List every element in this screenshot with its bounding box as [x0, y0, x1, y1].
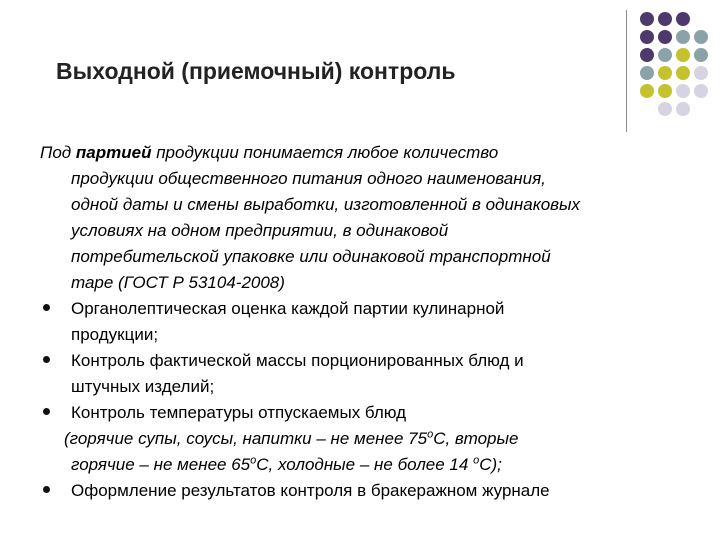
slide-title: Выходной (приемочный) контроль — [56, 58, 456, 84]
bullet-item — [40, 400, 700, 426]
temperature-text: С, вторые — [433, 429, 519, 448]
definition-line: продукции общественного питания одного наименования, — [71, 169, 546, 188]
dot-teal — [658, 48, 672, 62]
bullet-text: Контроль температуры отпускаемых блюд — [71, 403, 407, 422]
dot-teal — [676, 30, 690, 44]
dot-teal — [694, 30, 708, 44]
temperature-text: С, холодные – не более 14 — [256, 455, 474, 474]
bullet-item — [40, 296, 700, 322]
dot-olive — [676, 48, 690, 62]
temperature-note-line — [40, 426, 700, 452]
bullet-text: Оформление результатов контроля в бракеражном журнале — [71, 481, 550, 500]
dot-lavender — [694, 84, 708, 98]
definition-line: условиях на одном предприятии, в одинаковой — [71, 221, 449, 240]
dot-lavender — [676, 84, 690, 98]
decorative-dot-grid — [638, 10, 720, 122]
divider-line — [626, 10, 627, 132]
dot-purple — [640, 12, 654, 26]
temperature-text: горячие – не менее 65 — [71, 455, 251, 474]
dot-purple — [640, 48, 654, 62]
definition-start: Под — [40, 143, 76, 162]
bullet-item — [40, 348, 700, 374]
dot-olive — [658, 66, 672, 80]
definition-term: партией — [75, 143, 152, 162]
degree-mark: о — [473, 454, 480, 467]
degree-mark: о — [427, 428, 434, 441]
dot-teal — [640, 66, 654, 80]
dot-olive — [676, 66, 690, 80]
temperature-text: (горячие супы, соусы, напитки – не менее 75 — [64, 429, 428, 448]
dot-olive — [640, 84, 654, 98]
dot-lavender — [658, 102, 672, 116]
definition-rest: продукции понимается любое количество — [151, 143, 499, 162]
slide-body — [40, 140, 700, 504]
dot-purple — [658, 12, 672, 26]
dot-lavender — [694, 66, 708, 80]
bullet-text: Органолептическая оценка каждой партии кулинарной — [71, 299, 505, 318]
definition-first-line — [40, 140, 700, 166]
bullet-text: Контроль фактической массы порционированных блюд и — [71, 351, 524, 370]
definition-line: таре (ГОСТ Р 53104-2008) — [71, 273, 285, 292]
dot-purple — [640, 30, 654, 44]
bullet-continuation: продукции; — [71, 325, 159, 344]
degree-mark: о — [250, 454, 257, 467]
dot-lavender — [676, 102, 690, 116]
dot-olive — [658, 84, 672, 98]
dot-purple — [676, 12, 690, 26]
temperature-note-line — [40, 452, 700, 478]
temperature-text: С); — [479, 455, 502, 474]
dot-purple — [658, 30, 672, 44]
definition-line: потребительской упаковке или одинаковой транспортной — [71, 247, 551, 266]
dot-teal — [694, 48, 708, 62]
bullet-continuation: штучных изделий; — [71, 377, 215, 396]
definition-line: одной даты и смены выработки, изготовленной в одинаковых — [71, 195, 581, 214]
bullet-item — [40, 478, 700, 504]
